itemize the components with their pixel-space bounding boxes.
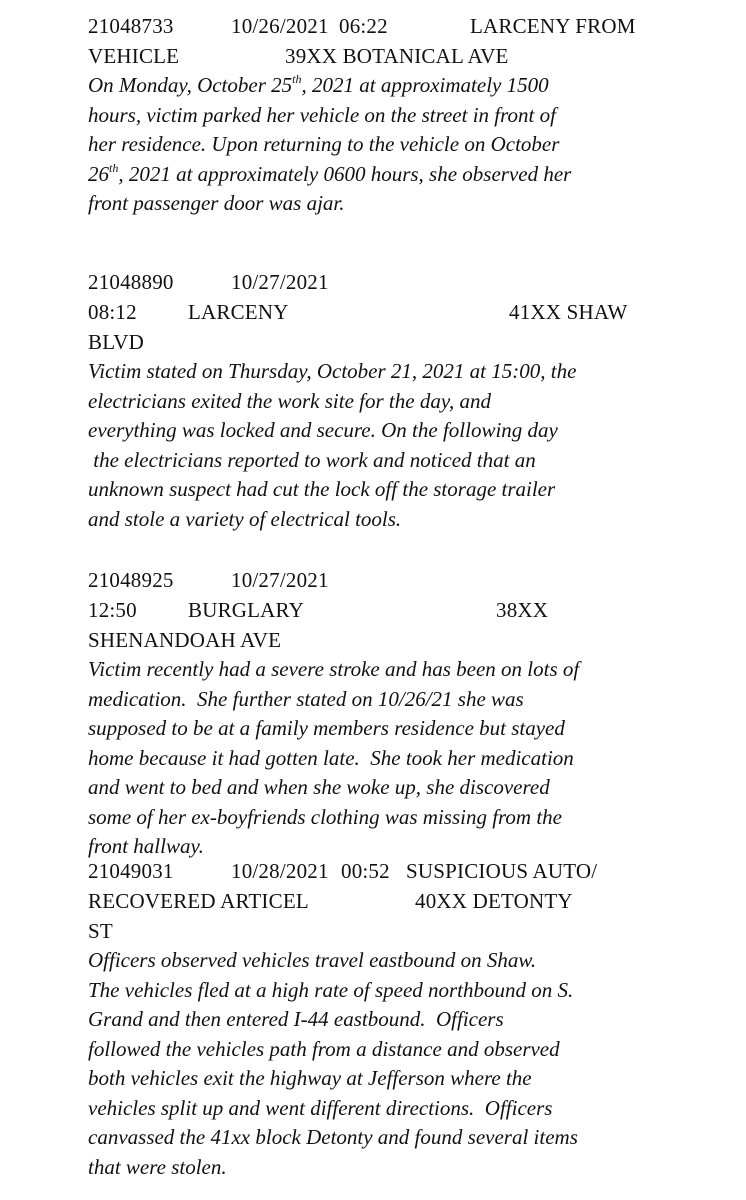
incident-time: 08:12 [88,300,137,324]
narrative-line: Victim stated on Thursday, October 21, 2021 at 15:00, the [88,359,577,383]
incident-entry [88,267,688,534]
incident-header-line [88,267,688,297]
narrative-line: supposed to be at a family members residence but stayed [88,716,565,740]
narrative-line: front passenger door was ajar. [88,191,345,215]
narrative-line: hours, victim parked her vehicle on the street in front of [88,102,556,127]
narrative-line: unknown suspect had cut the lock off the storage trailer [88,477,556,501]
narrative-line: Grand and then entered I-44 eastbound. Officers [88,1007,504,1031]
incident-offense: SUSPICIOUS AUTO/ [406,859,598,883]
incident-narrative [88,655,688,862]
incident-header-line [88,327,688,357]
narrative-line: vehicles split up and went different directions. Officers [88,1095,553,1120]
incident-time: 06:22 [339,14,388,38]
incident-time: 00:52 [341,859,390,883]
incident-location: 41XX SHAW [509,300,628,324]
narrative-line: On Monday, October 25th, 2021 at approximately 1500 [88,72,549,97]
incident-location-cont: ST [88,919,113,943]
incident-entry [88,856,688,1182]
incident-header-line [88,916,688,946]
narrative-line: home because it had gotten late. She took her medication [88,745,574,770]
incident-date: 10/27/2021 [231,270,329,294]
narrative-line: The vehicles fled at a high rate of speed northbound on S. [88,977,574,1002]
incident-offense: LARCENY [188,300,289,324]
incident-header-line [88,886,688,916]
incident-offense: BURGLARY [188,598,304,622]
narrative-line: both vehicles exit the highway at Jefferson where the [88,1066,532,1090]
narrative-line: that were stolen. [88,1154,227,1179]
incident-narrative [88,946,688,1182]
incident-date: 10/26/2021 [231,14,329,38]
narrative-line: and stole a variety of electrical tools. [88,506,402,531]
incident-location-cont: SHENANDOAH AVE [88,628,282,652]
incident-location-cont: BLVD [88,330,145,354]
incident-date: 10/27/2021 [231,568,329,592]
narrative-line: canvassed the 41xx block Detonty and found several items [88,1125,578,1149]
incident-offense: LARCENY FROM [470,14,636,38]
narrative-line: Officers observed vehicles travel eastbound on Shaw. [88,948,537,972]
incident-entry [88,565,688,862]
incident-location: 38XX [496,598,549,622]
narrative-line: 26th, 2021 at approximately 0600 hours, she observed her [88,160,572,186]
narrative-line: some of her ex-boyfriends clothing was missing from the [88,804,563,829]
incident-number: 21048733 [88,14,174,38]
incident-header-line [88,297,688,327]
incident-header-line [88,595,688,625]
narrative-line: electricians exited the work site for the day, and [88,388,491,413]
incident-narrative [88,71,688,219]
incident-header-line [88,565,688,595]
incident-number: 21048925 [88,568,174,592]
narrative-line: front hallway. [88,834,204,858]
incident-header-line [88,856,688,886]
incident-number: 21049031 [88,859,174,883]
incident-header-line [88,41,688,71]
incident-entry [88,11,688,219]
incident-offense-cont: VEHICLE [88,44,180,68]
narrative-line: everything was locked and secure. On the following day [88,418,558,442]
narrative-line: followed the vehicles path from a distance and observed [88,1036,560,1061]
incident-narrative [88,357,688,534]
incident-location: 40XX DETONTY [415,889,573,913]
narrative-line: her residence. Upon returning to the vehicle on October [88,132,560,156]
narrative-line: the electricians reported to work and noticed that an [88,447,536,472]
incident-location: 39XX BOTANICAL AVE [285,44,509,68]
incident-header-line [88,625,688,655]
incident-number: 21048890 [88,270,174,294]
narrative-line: and went to bed and when she woke up, she discovered [88,775,550,799]
incident-header-line [88,11,688,41]
narrative-line: medication. She further stated on 10/26/21 she was [88,686,524,711]
narrative-line: Victim recently had a severe stroke and has been on lots of [88,657,580,681]
incident-time: 12:50 [88,598,137,622]
incident-date: 10/28/2021 [231,859,329,883]
incident-offense-cont: RECOVERED ARTICEL [88,889,309,913]
